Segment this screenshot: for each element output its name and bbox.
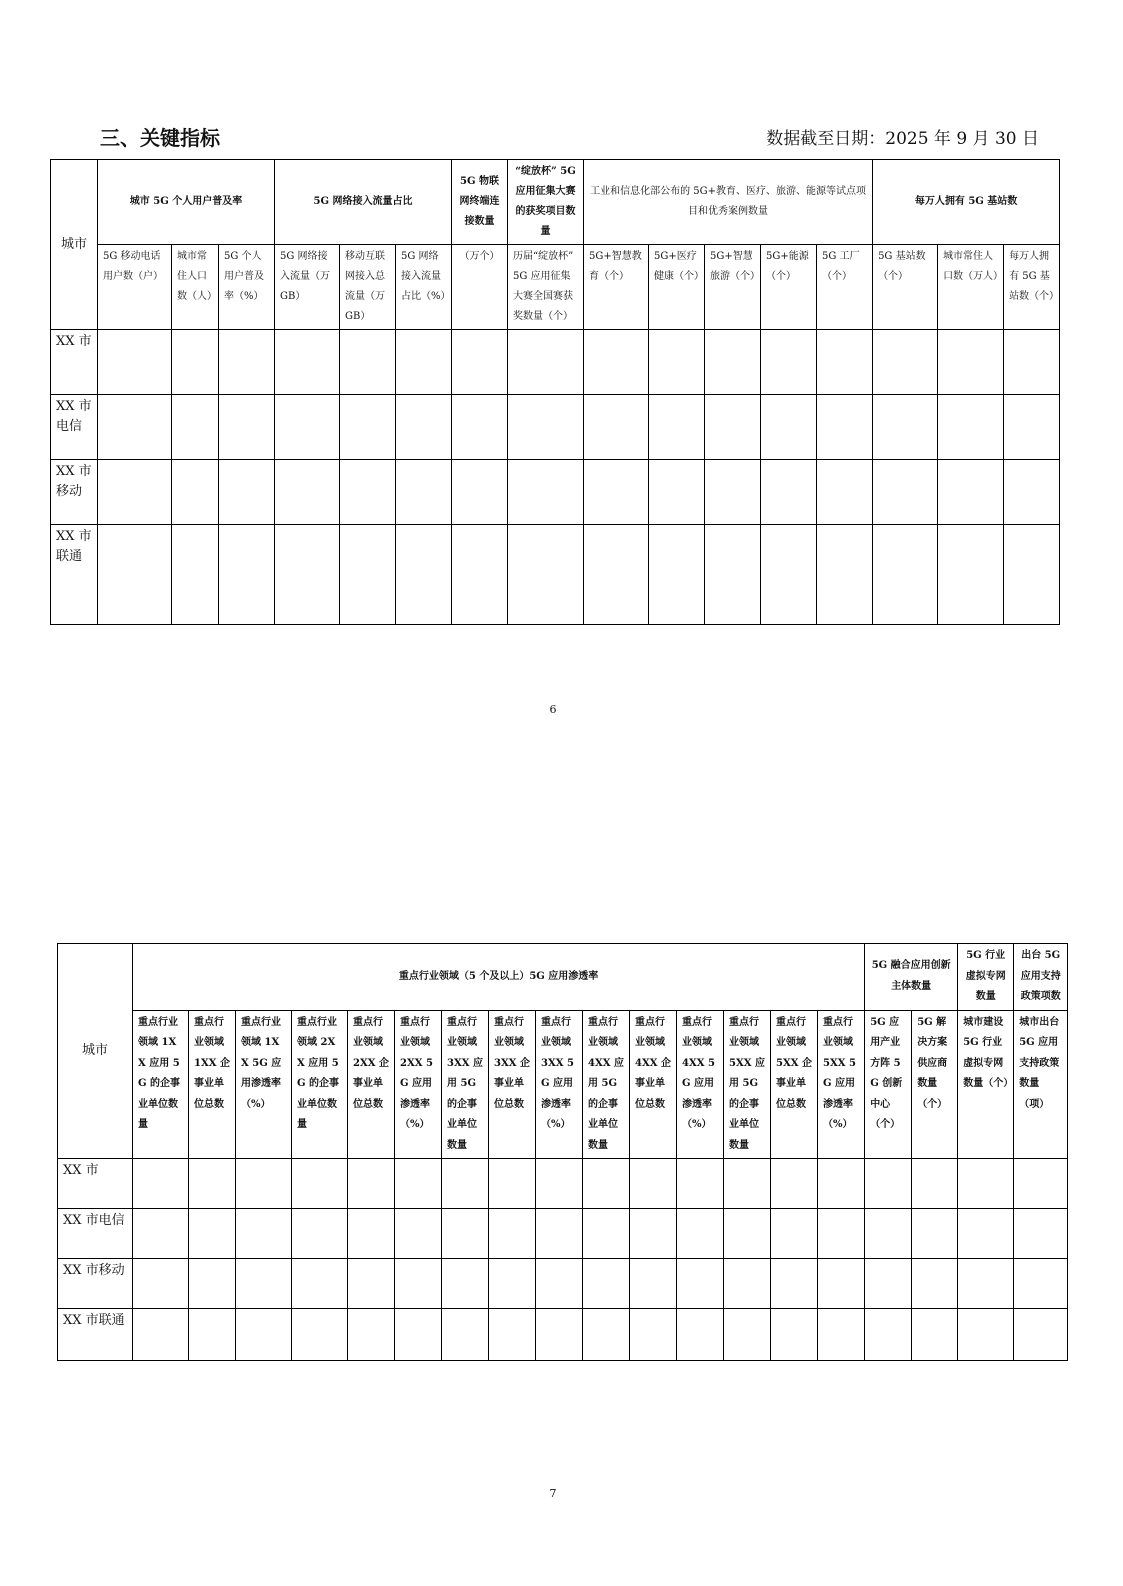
data-cell[interactable] — [677, 1309, 724, 1361]
data-cell[interactable] — [275, 395, 340, 460]
data-cell[interactable] — [817, 525, 873, 625]
data-cell[interactable] — [584, 330, 649, 395]
table-row — [58, 1159, 1068, 1209]
row-header-mobile: XX 市移动 — [58, 1259, 133, 1309]
data-cell[interactable] — [442, 1209, 489, 1259]
column-header: 历届“绽放杯” 5G 应用征集大赛全国赛获奖数量（个） — [508, 245, 584, 330]
data-cell[interactable] — [340, 395, 396, 460]
column-header: 5G 网络接入流量占比（%） — [396, 245, 452, 330]
data-cell[interactable] — [189, 1159, 236, 1209]
section-heading: 三、关键指标 — [100, 126, 220, 150]
column-header: 5G 基站数（个） — [873, 245, 938, 330]
data-cell[interactable] — [98, 460, 172, 525]
data-cell[interactable] — [275, 460, 340, 525]
column-header: 5G+能源（个） — [761, 245, 817, 330]
data-cell[interactable] — [172, 395, 219, 460]
data-cell[interactable] — [508, 395, 584, 460]
data-cell[interactable] — [133, 1159, 189, 1209]
data-cell[interactable] — [340, 525, 396, 625]
data-cell[interactable] — [705, 460, 761, 525]
data-cell[interactable] — [761, 330, 817, 395]
data-cell[interactable] — [189, 1259, 236, 1309]
group-header-personal-penetration: 城市 5G 个人用户普及率 — [98, 160, 275, 245]
column-header: 重点行业领域 2XX 应用 5G 的企事业单位数量 — [292, 1010, 348, 1159]
data-cell[interactable] — [705, 330, 761, 395]
column-header: 5G+智慧教育（个） — [584, 245, 649, 330]
column-header: 城市建设 5G 行业虚拟专网数量（个） — [958, 1010, 1014, 1159]
data-cell[interactable] — [133, 1209, 189, 1259]
data-cell[interactable] — [705, 525, 761, 625]
data-cell[interactable] — [292, 1309, 348, 1361]
data-cell[interactable] — [761, 525, 817, 625]
row-header-unicom: XX 市联通 — [51, 525, 98, 625]
column-header: 5G 网络接入流量（万 GB） — [275, 245, 340, 330]
group-header-industry-penetration: 重点行业领域（5 个及以上）5G 应用渗透率 — [133, 944, 865, 1011]
data-cell[interactable] — [442, 1259, 489, 1309]
data-cell[interactable] — [583, 1209, 630, 1259]
data-cell[interactable] — [865, 1209, 912, 1259]
data-cell[interactable] — [938, 525, 1004, 625]
column-header: 重点行业领域 3XX 企事业单位总数 — [489, 1010, 536, 1159]
group-header-iot-connections: 5G 物联网终端连接数量 — [452, 160, 508, 245]
data-cell[interactable] — [348, 1209, 395, 1259]
data-cell[interactable] — [98, 330, 172, 395]
group-header-traffic-share: 5G 网络接入流量占比 — [275, 160, 452, 245]
column-header: 重点行业领域 5XX 企事业单位总数 — [771, 1010, 818, 1159]
data-cell[interactable] — [292, 1259, 348, 1309]
data-cell[interactable] — [818, 1209, 865, 1259]
data-cell[interactable] — [236, 1309, 292, 1361]
data-cell[interactable] — [958, 1309, 1014, 1361]
data-cell[interactable] — [958, 1159, 1014, 1209]
data-cell[interactable] — [938, 395, 1004, 460]
data-cell[interactable] — [396, 460, 452, 525]
data-cell[interactable] — [677, 1209, 724, 1259]
data-cell[interactable] — [649, 460, 705, 525]
data-cell[interactable] — [236, 1259, 292, 1309]
data-cell[interactable] — [189, 1309, 236, 1361]
data-cell[interactable] — [724, 1209, 771, 1259]
row-header-telecom: XX 市电信 — [51, 395, 98, 460]
column-header: 每万人拥有 5G 基站数（个） — [1004, 245, 1060, 330]
column-header: 重点行业领域 4XX 应用 5G 的企事业单位数量 — [583, 1010, 630, 1159]
group-header-bloom-cup-awards: “绽放杯” 5G 应用征集大赛的获奖项目数量 — [508, 160, 584, 245]
data-cell[interactable] — [771, 1209, 818, 1259]
data-cell[interactable] — [172, 525, 219, 625]
data-cell[interactable] — [536, 1159, 583, 1209]
data-cell[interactable] — [865, 1309, 912, 1361]
data-cell[interactable] — [818, 1259, 865, 1309]
data-cell[interactable] — [649, 395, 705, 460]
data-cell[interactable] — [677, 1259, 724, 1309]
row-header-mobile: XX 市移动 — [51, 460, 98, 525]
table-row — [51, 460, 1060, 525]
data-cell[interactable] — [98, 395, 172, 460]
data-cell[interactable] — [677, 1159, 724, 1209]
group-header-virtual-private-networks: 5G 行业虚拟专网数量 — [958, 944, 1014, 1011]
data-cell[interactable] — [818, 1159, 865, 1209]
data-cell[interactable] — [536, 1259, 583, 1309]
data-cell[interactable] — [442, 1159, 489, 1209]
group-header-miit-pilot-projects: 工业和信息化部公布的 5G+教育、医疗、旅游、能源等试点项目和优秀案例数量 — [584, 160, 873, 245]
table-row — [58, 1209, 1068, 1259]
data-cell[interactable] — [912, 1259, 958, 1309]
data-cell[interactable] — [865, 1159, 912, 1209]
city-column-header: 城市 — [51, 160, 98, 330]
column-header: 重点行业领域 1XX 企事业单位总数 — [189, 1010, 236, 1159]
data-cell[interactable] — [1004, 395, 1060, 460]
data-cell[interactable] — [818, 1309, 865, 1361]
column-header: 重点行业领域 5XX 应用 5G 的企事业单位数量 — [724, 1010, 771, 1159]
data-cell[interactable] — [536, 1309, 583, 1361]
data-cutoff-date: 数据截至日期：2025 年 9 月 30 日 — [766, 129, 1039, 149]
data-cell[interactable] — [452, 395, 508, 460]
data-cell[interactable] — [275, 330, 340, 395]
data-cell[interactable] — [873, 395, 938, 460]
data-cell[interactable] — [508, 460, 584, 525]
data-cell[interactable] — [865, 1259, 912, 1309]
column-header: 5G 工厂（个） — [817, 245, 873, 330]
row-header-city: XX 市 — [58, 1159, 133, 1209]
data-cell[interactable] — [938, 330, 1004, 395]
data-cell[interactable] — [219, 330, 275, 395]
row-header-unicom: XX 市联通 — [58, 1309, 133, 1361]
data-cell[interactable] — [583, 1259, 630, 1309]
data-cell[interactable] — [630, 1259, 677, 1309]
column-header: 重点行业领域 1XX 应用 5G 的企事业单位数量 — [133, 1010, 189, 1159]
column-header: 重点行业领域 5XX 5G 应用渗透率（%） — [818, 1010, 865, 1159]
column-header: 重点行业领域 4XX 企事业单位总数 — [630, 1010, 677, 1159]
data-cell[interactable] — [630, 1309, 677, 1361]
data-cell[interactable] — [395, 1159, 442, 1209]
data-cell[interactable] — [584, 525, 649, 625]
data-cell[interactable] — [873, 330, 938, 395]
data-cell[interactable] — [340, 330, 396, 395]
column-header: 5G 解决方案供应商数量（个） — [912, 1010, 958, 1159]
data-cell[interactable] — [236, 1209, 292, 1259]
data-cell[interactable] — [219, 525, 275, 625]
data-cell[interactable] — [236, 1159, 292, 1209]
data-cell[interactable] — [958, 1209, 1014, 1259]
data-cell[interactable] — [489, 1309, 536, 1361]
data-cell[interactable] — [817, 460, 873, 525]
data-cell[interactable] — [771, 1159, 818, 1209]
data-cell[interactable] — [1004, 460, 1060, 525]
data-cell[interactable] — [172, 330, 219, 395]
table-row — [58, 1309, 1068, 1361]
row-header-telecom: XX 市电信 — [58, 1209, 133, 1259]
data-cell[interactable] — [705, 395, 761, 460]
group-header-support-policies: 出台 5G 应用支持政策项数 — [1014, 944, 1068, 1011]
data-cell[interactable] — [133, 1259, 189, 1309]
data-cell[interactable] — [1014, 1159, 1068, 1209]
group-header-base-stations-per-10k: 每万人拥有 5G 基站数 — [873, 160, 1060, 245]
data-cell[interactable] — [912, 1309, 958, 1361]
data-cell[interactable] — [584, 395, 649, 460]
data-cell[interactable] — [630, 1209, 677, 1259]
data-cell[interactable] — [761, 460, 817, 525]
table-row — [51, 395, 1060, 460]
data-cell[interactable] — [452, 330, 508, 395]
data-cell[interactable] — [771, 1309, 818, 1361]
column-header: 5G+医疗健康（个） — [649, 245, 705, 330]
group-header-innovation-entities: 5G 融合应用创新主体数量 — [865, 944, 958, 1011]
key-indicators-table-2 — [57, 943, 1068, 1361]
data-cell[interactable] — [536, 1209, 583, 1259]
column-header: 重点行业领域 3XX 5G 应用渗透率（%） — [536, 1010, 583, 1159]
data-cell[interactable] — [649, 330, 705, 395]
data-cell[interactable] — [348, 1309, 395, 1361]
column-header: 5G+智慧旅游（个） — [705, 245, 761, 330]
data-cell[interactable] — [396, 395, 452, 460]
data-cell[interactable] — [396, 330, 452, 395]
city-column-header: 城市 — [58, 944, 133, 1159]
data-cell[interactable] — [912, 1209, 958, 1259]
data-cell[interactable] — [958, 1259, 1014, 1309]
data-cell[interactable] — [630, 1159, 677, 1209]
data-cell[interactable] — [761, 395, 817, 460]
column-header: 5G 应用产业方阵 5G 创新中心（个） — [865, 1010, 912, 1159]
data-cell[interactable] — [649, 525, 705, 625]
data-cell[interactable] — [583, 1309, 630, 1361]
data-cell[interactable] — [340, 460, 396, 525]
page-number: 6 — [549, 703, 557, 716]
data-cell[interactable] — [724, 1309, 771, 1361]
data-cell[interactable] — [172, 460, 219, 525]
data-cell[interactable] — [395, 1209, 442, 1259]
row-header-city: XX 市 — [51, 330, 98, 395]
data-cell[interactable] — [817, 330, 873, 395]
column-header: 城市常住人口数（人） — [172, 245, 219, 330]
column-header: 重点行业领域 2XX 企事业单位总数 — [348, 1010, 395, 1159]
column-header: 重点行业领域 1XX 5G 应用渗透率（%） — [236, 1010, 292, 1159]
data-cell[interactable] — [219, 395, 275, 460]
data-cell[interactable] — [873, 525, 938, 625]
data-cell[interactable] — [817, 395, 873, 460]
data-cell[interactable] — [219, 460, 275, 525]
table-row — [58, 1259, 1068, 1309]
data-cell[interactable] — [489, 1159, 536, 1209]
data-cell[interactable] — [348, 1159, 395, 1209]
data-cell[interactable] — [395, 1259, 442, 1309]
data-cell[interactable] — [395, 1309, 442, 1361]
data-cell[interactable] — [98, 525, 172, 625]
column-header: 城市出台 5G 应用支持政策数量（项） — [1014, 1010, 1068, 1159]
data-cell[interactable] — [275, 525, 340, 625]
data-cell[interactable] — [771, 1259, 818, 1309]
data-cell[interactable] — [489, 1209, 536, 1259]
data-cell[interactable] — [584, 460, 649, 525]
column-header: 5G 移动电话用户数（户） — [98, 245, 172, 330]
data-cell[interactable] — [442, 1309, 489, 1361]
column-header: 重点行业领域 3XX 应用 5G 的企事业单位数量 — [442, 1010, 489, 1159]
data-cell[interactable] — [292, 1209, 348, 1259]
data-cell[interactable] — [508, 525, 584, 625]
data-cell[interactable] — [1014, 1309, 1068, 1361]
data-cell[interactable] — [873, 460, 938, 525]
data-cell[interactable] — [1014, 1209, 1068, 1259]
data-cell[interactable] — [1014, 1259, 1068, 1309]
data-cell[interactable] — [133, 1309, 189, 1361]
data-cell[interactable] — [348, 1259, 395, 1309]
data-cell[interactable] — [938, 460, 1004, 525]
data-cell[interactable] — [508, 330, 584, 395]
data-cell[interactable] — [1004, 525, 1060, 625]
data-cell[interactable] — [1004, 330, 1060, 395]
data-cell[interactable] — [396, 525, 452, 625]
key-indicators-table-1 — [50, 159, 1060, 625]
data-cell[interactable] — [452, 460, 508, 525]
column-header: 5G 个人用户普及率（%） — [219, 245, 275, 330]
data-cell[interactable] — [724, 1159, 771, 1209]
table-row — [51, 330, 1060, 395]
data-cell[interactable] — [452, 525, 508, 625]
column-header: 移动互联网接入总流量（万 GB） — [340, 245, 396, 330]
data-cell[interactable] — [724, 1259, 771, 1309]
data-cell[interactable] — [912, 1159, 958, 1209]
data-cell[interactable] — [583, 1159, 630, 1209]
column-header: 重点行业领域 2XX 5G 应用渗透率（%） — [395, 1010, 442, 1159]
page-number: 7 — [549, 1487, 557, 1500]
data-cell[interactable] — [489, 1259, 536, 1309]
column-header: 重点行业领域 4XX 5G 应用渗透率（%） — [677, 1010, 724, 1159]
data-cell[interactable] — [189, 1209, 236, 1259]
column-header: （万个） — [452, 245, 508, 330]
table-row — [51, 525, 1060, 625]
data-cell[interactable] — [292, 1159, 348, 1209]
column-header: 城市常住人口数（万人） — [938, 245, 1004, 330]
